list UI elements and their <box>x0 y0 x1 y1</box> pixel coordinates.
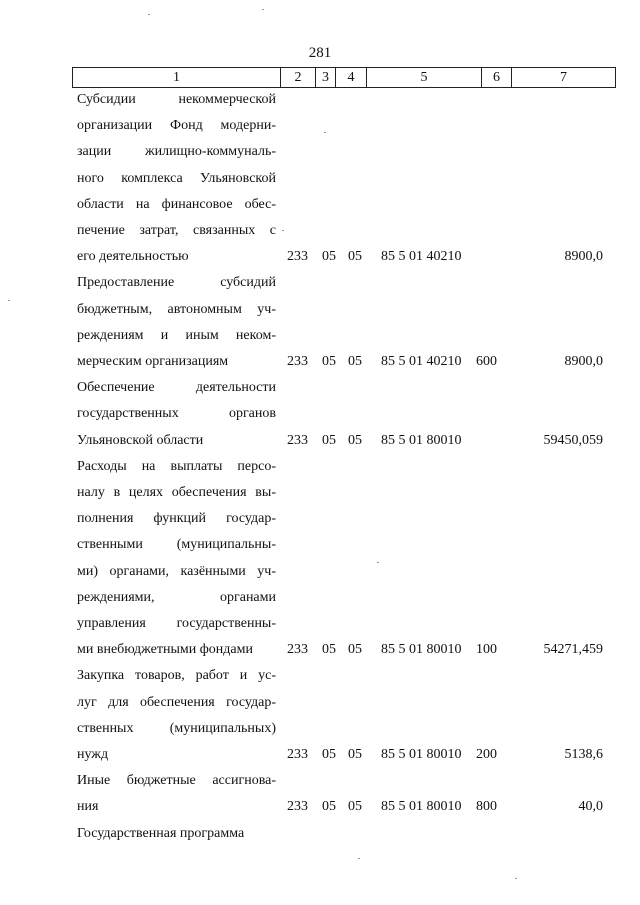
scan-speck <box>358 858 360 859</box>
row-code: 233 <box>287 249 308 265</box>
row-description-line: Обеспечение деятельности <box>77 380 276 396</box>
row-target-article: 85 5 01 80010 <box>381 642 462 658</box>
row-sum: 59450,059 <box>543 432 603 448</box>
row-description-line: ного комплекса Ульяновской <box>77 170 276 186</box>
column-header-target-article: 5 <box>367 68 482 88</box>
column-header-row <box>73 68 616 88</box>
row-sum: 5138,6 <box>564 747 603 762</box>
row-description-line: Субсидии некоммерческой <box>77 92 276 107</box>
row-description-line: государственных органов <box>77 406 276 422</box>
scan-speck <box>377 562 379 563</box>
row-description-line: его деятельностью <box>77 249 189 265</box>
scan-speck <box>324 132 326 133</box>
row-description-line: мерческим организациям <box>77 354 229 369</box>
row-description-line: ния <box>77 799 99 815</box>
row-subsection: 05 <box>348 432 362 448</box>
row-sum: 40,0 <box>578 799 603 815</box>
row-code: 233 <box>287 747 308 762</box>
row-description-line: Закупка товаров, работ и ус- <box>77 668 276 684</box>
row-description-line: луг для обеспечения государ- <box>77 694 276 710</box>
scan-speck <box>262 9 264 10</box>
row-target-article: 85 5 01 80010 <box>381 432 462 448</box>
row-section: 05 <box>322 249 336 265</box>
row-description-line: налу в целях обеспечения вы- <box>77 485 276 500</box>
row-description-line: ственными (муниципальны- <box>77 537 276 553</box>
column-header-sum: 7 <box>512 68 616 88</box>
row-description-line: управления государственны- <box>77 616 276 631</box>
row-description-line: Расходы на выплаты персо- <box>77 458 276 474</box>
column-header-section: 3 <box>316 68 336 88</box>
row-description-line: зации жилищно-коммуналь- <box>77 144 276 160</box>
row-subsection: 05 <box>348 249 362 265</box>
scan-speck <box>282 230 284 231</box>
scan-speck <box>515 878 517 879</box>
row-description-line: Ульяновской области <box>77 432 204 448</box>
row-sum: 8900,0 <box>564 354 603 369</box>
column-header-table <box>72 67 616 88</box>
row-target-article: 85 5 01 40210 <box>381 354 462 369</box>
row-description-line: области на финансовое обес- <box>77 196 276 212</box>
row-sum: 54271,459 <box>543 642 603 658</box>
scan-speck <box>148 14 150 15</box>
column-header-subsection: 4 <box>336 68 367 88</box>
scan-speck <box>8 300 10 301</box>
row-target-article: 85 5 01 80010 <box>381 799 462 815</box>
row-description-line: бюджетным, автономным уч- <box>77 301 276 317</box>
row-section: 05 <box>322 747 336 762</box>
row-description-line: полнения функций государ- <box>77 511 276 527</box>
column-header-expense-type: 6 <box>482 68 512 88</box>
row-expense-type: 800 <box>476 799 497 815</box>
row-description-line: ми внебюджетными фондами <box>77 642 253 658</box>
row-description-line: нужд <box>77 747 109 762</box>
row-expense-type: 200 <box>476 747 497 762</box>
row-subsection: 05 <box>348 642 362 658</box>
row-code: 233 <box>287 799 308 815</box>
row-expense-type: 600 <box>476 354 497 369</box>
row-target-article: 85 5 01 40210 <box>381 249 462 265</box>
column-header-name: 1 <box>73 68 281 88</box>
row-description-line: реждениями, органами <box>77 589 276 605</box>
row-code: 233 <box>287 432 308 448</box>
row-sum: 8900,0 <box>564 249 603 265</box>
row-subsection: 05 <box>348 747 362 762</box>
row-section: 05 <box>322 642 336 658</box>
row-subsection: 05 <box>348 354 362 369</box>
row-description-line: организации Фонд модерни- <box>77 118 276 134</box>
row-code: 233 <box>287 642 308 658</box>
row-description-line: печение затрат, связанных с <box>77 223 276 238</box>
page-number: 281 <box>308 45 332 61</box>
row-description-line: Предоставление субсидий <box>77 275 276 291</box>
row-description-line: реждениям и иным неком- <box>77 327 276 343</box>
row-description-line: Государственная программа <box>77 825 245 841</box>
row-code: 233 <box>287 354 308 369</box>
row-description-line: ственных (муниципальных) <box>77 720 276 736</box>
row-section: 05 <box>322 799 336 815</box>
row-expense-type: 100 <box>476 642 497 658</box>
row-section: 05 <box>322 432 336 448</box>
row-description-line: ми) органами, казёнными уч- <box>77 563 276 579</box>
row-target-article: 85 5 01 80010 <box>381 747 462 762</box>
row-subsection: 05 <box>348 799 362 815</box>
row-section: 05 <box>322 354 336 369</box>
column-header-code: 2 <box>281 68 316 88</box>
row-description-line: Иные бюджетные ассигнова- <box>77 773 276 789</box>
